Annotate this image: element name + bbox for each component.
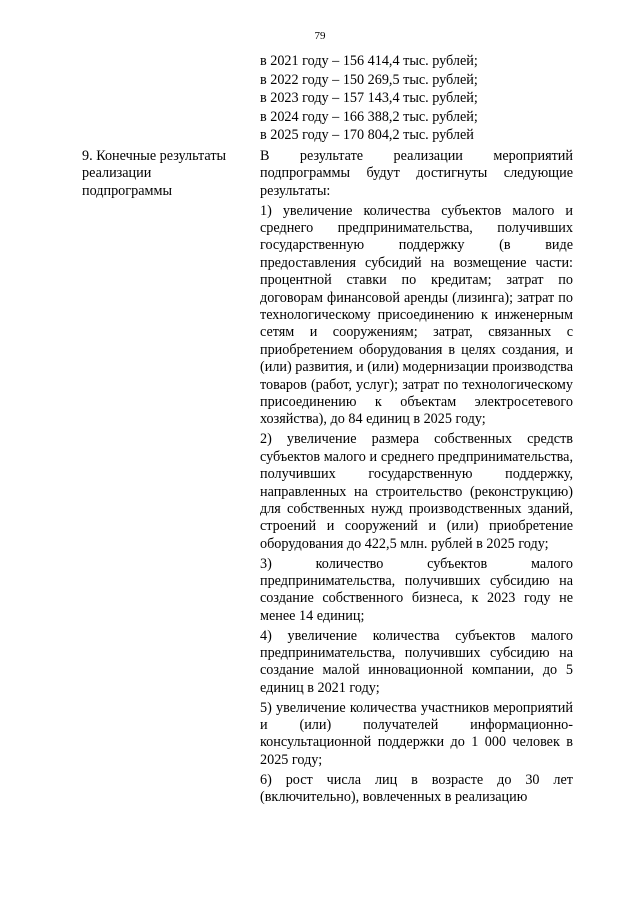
funding-amount-2025: в 2025 году – 170 804,2 тыс. рублей xyxy=(260,127,474,144)
funding-amount-2021: в 2021 году – 156 414,4 тыс. рублей; xyxy=(260,53,478,69)
result-item-6: 6) рост числа лиц в возрасте до 30 лет (включительно), вовлеченных в реализацию xyxy=(260,771,573,805)
page-number: 79 xyxy=(314,30,326,42)
result-item-1: 1) увеличение количества субъектов малого и среднего предпринимательства, получивших государственную поддержку (в виде предоставления субсидий на возмещение части: процентной ставки по кредитам; затрат по договорам финансовой аренды (лизинга); затрат по технологическому присоединению к инженерным сетям и сооружениям; затрат, связанных с приобретением оборудования в целях создания, и (или) развития, и (или) модернизации производства товаров (работ, услуг); затрат по технологическому присоединению к объектам электросетевого хозяйства), до 84 единиц в 2025 году; xyxy=(260,202,573,428)
result-item-5: 5) увеличение количества участников мероприятий и (или) получателей информационно-консультационной поддержки до 1 000 человек в 2025 году; xyxy=(260,699,573,768)
section-label: 9. Конечные результаты реализации подпрограммы xyxy=(82,148,227,199)
result-item-4: 4) увеличение количества субъектов малого предпринимательства, получивших субсидию на создание малой инновационной компании, до 5 единиц в 2021 году; xyxy=(260,627,573,696)
funding-amount-2023: в 2023 году – 157 143,4 тыс. рублей; xyxy=(260,90,478,107)
funding-amount-2022: в 2022 году – 150 269,5 тыс. рублей; xyxy=(260,71,478,88)
intro-paragraph: В результате реализации мероприятий подпрограммы будут достигнуты следующие результаты: xyxy=(260,148,573,199)
funding-amount-2024: в 2024 году – 166 388,2 тыс. рублей; xyxy=(260,108,478,125)
section-content xyxy=(260,148,573,809)
result-item-3: 3) количество субъектов малого предпринимательства, получивших субсидию на создание собственного бизнеса, к 2023 году не менее 14 единиц; xyxy=(260,555,573,624)
funding-amounts-list xyxy=(260,52,580,145)
result-item-2: 2) увеличение размера собственных средств субъектов малого и среднего предпринимательства, получивших государственную поддержку, направленных на строительство (реконструкцию) для собственных нужд производственных зданий, строений и сооружений и (или) приобретение оборудования до 422,5 млн. рублей в 2025 году; xyxy=(260,431,573,552)
